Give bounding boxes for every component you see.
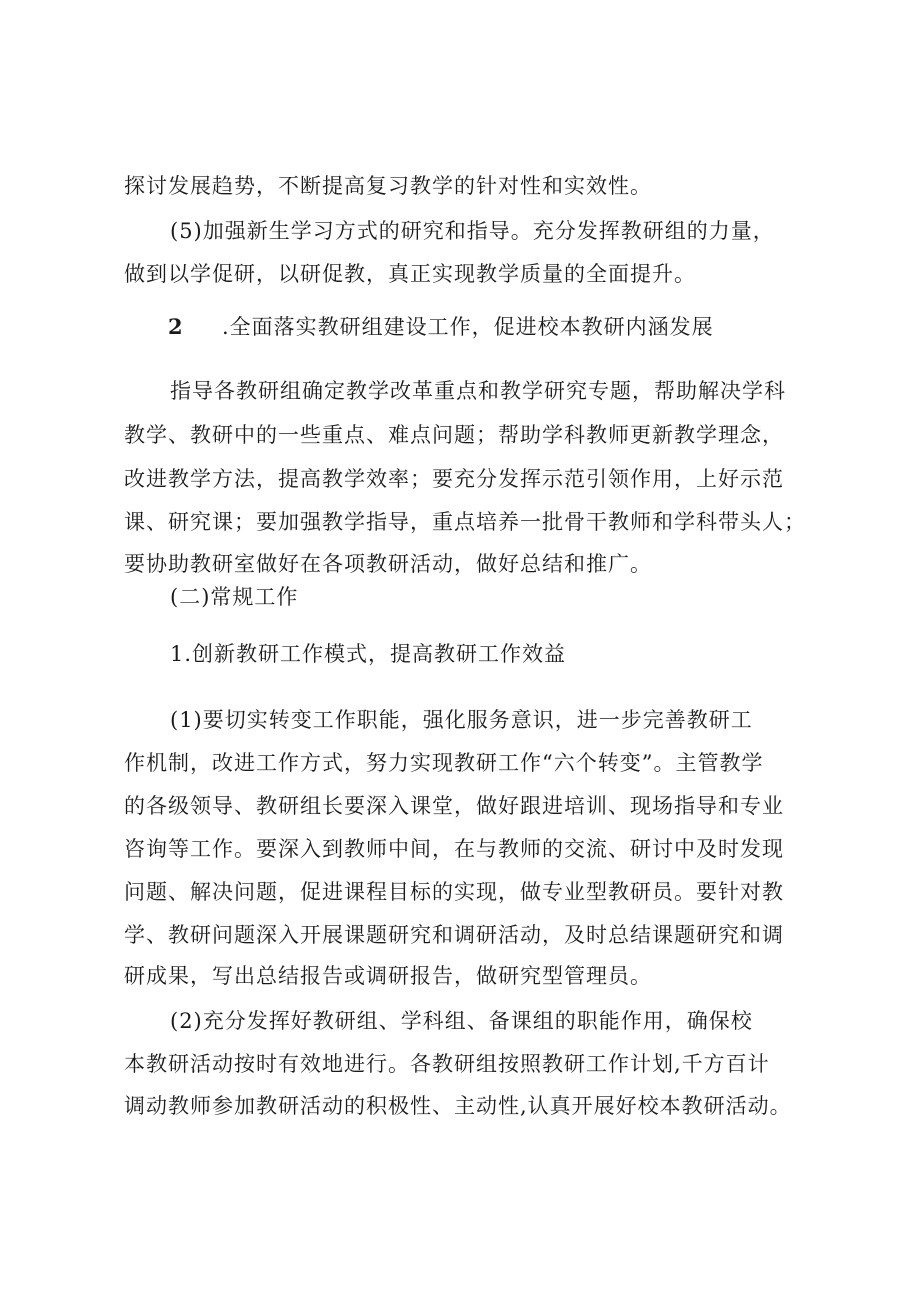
subsection-heading: 1.创新教研工作模式，提高教研工作效益: [170, 642, 567, 666]
section-title: (二)常规工作: [170, 585, 299, 609]
paragraph-line: 教学、教研中的一些重点、难点问题；帮助学科教师更新教学理念，: [124, 423, 784, 447]
section-number: 2: [168, 314, 183, 339]
paragraph-line: 指导各教研组确定教学改革重点和教学研究专题，帮助解决学科: [170, 379, 786, 403]
paragraph-line: 问题、解决问题，促进课程目标的实现，做专业型教研员。要针对教: [124, 880, 784, 904]
paragraph-line: 本教研活动按时有效地进行。各教研组按照教研工作计划,千方百计: [124, 1052, 770, 1076]
paragraph-line: 学、教研问题深入开展课题研究和调研活动，及时总结课题研究和调: [124, 923, 784, 947]
paragraph-line: 的各级领导、教研组长要深入课堂，做好跟进培训、现场指导和专业: [124, 794, 784, 818]
paragraph-line: 作机制，改进工作方式，努力实现教研工作“六个转变”。主管教学: [124, 751, 764, 775]
paragraph-line: 调动教师参加教研活动的积极性、主动性,认真开展好校本教研活动。: [124, 1094, 792, 1118]
paragraph-line: (2)充分发挥好教研组、学科组、备课组的职能作用，确保校: [170, 1009, 753, 1033]
paragraph-line: 做到以学促研，以研促教，真正实现教学质量的全面提升。: [124, 262, 696, 286]
paragraph-line: (1)要切实转变工作职能，强化服务意识，进一步完善教研工: [170, 708, 753, 732]
paragraph-line: 探讨发展趋势，不断提高复习教学的针对性和实效性。: [124, 174, 652, 198]
paragraph-line: 要协助教研室做好在各项教研活动，做好总结和推广。: [124, 552, 652, 576]
section-heading: .全面落实教研组建设工作，促进校本教研内涵发展: [222, 315, 714, 339]
paragraph-line: 课、研究课；要加强教学指导，重点培养一批骨干教师和学科带头人；: [124, 510, 806, 534]
paragraph-line: (5)加强新生学习方式的研究和指导。充分发挥教研组的力量，: [170, 219, 775, 243]
paragraph-line: 改进教学方法，提高教学效率；要充分发挥示范引领作用，上好示范: [124, 467, 784, 491]
paragraph-line: 研成果，写出总结报告或调研报告，做研究型管理员。: [124, 964, 652, 988]
paragraph-line: 咨询等工作。要深入到教师中间，在与教师的交流、研讨中及时发现: [124, 837, 784, 861]
